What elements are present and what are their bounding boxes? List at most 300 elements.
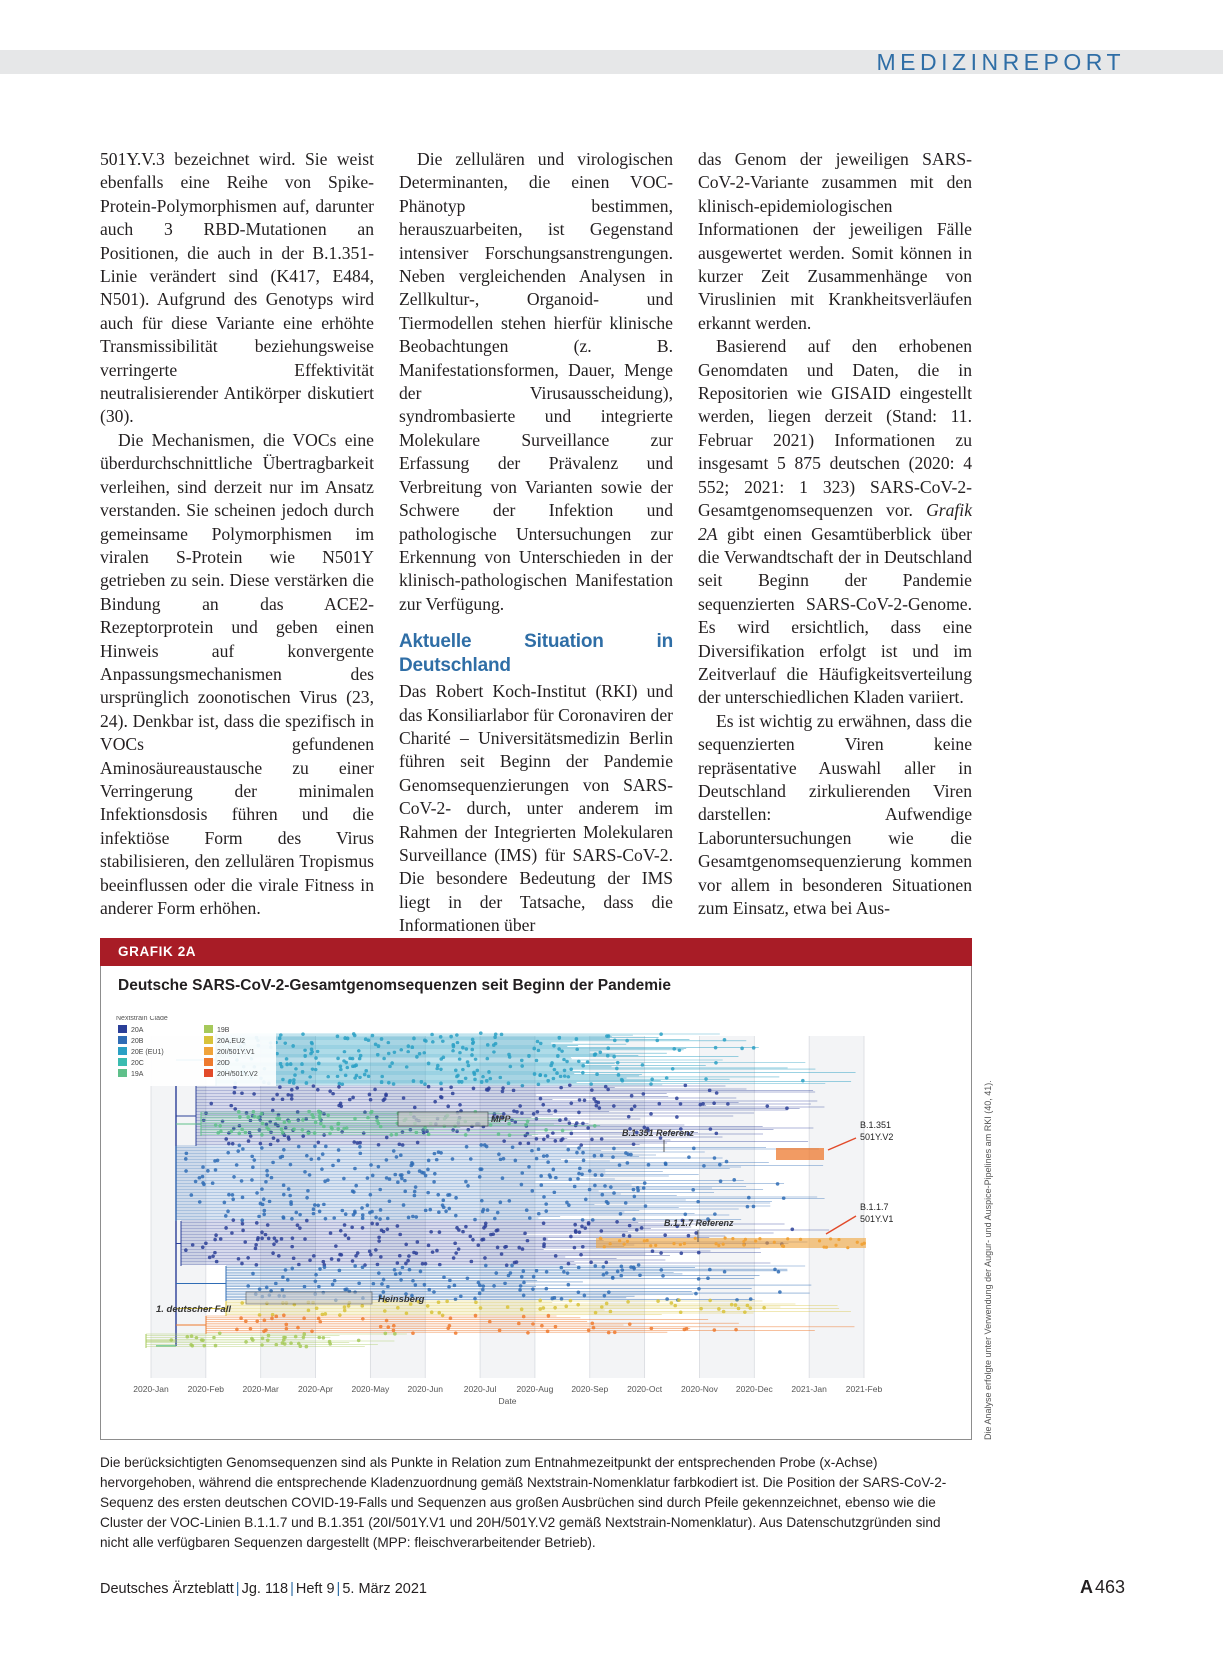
sequence-point (330, 1127, 334, 1131)
sequence-point (538, 1307, 542, 1311)
sequence-point (213, 1238, 217, 1242)
sequence-point (521, 1247, 525, 1251)
sequence-point (704, 1077, 708, 1081)
sequence-point (527, 1054, 531, 1058)
sequence-point (218, 1331, 222, 1335)
sequence-point (545, 1154, 549, 1158)
sequence-point (567, 1283, 571, 1287)
sequence-point (454, 1196, 458, 1200)
sequence-point (563, 1069, 567, 1073)
sequence-point (395, 1155, 399, 1159)
sequence-point (675, 1115, 679, 1119)
sequence-point (240, 1179, 244, 1183)
sequence-point (211, 1254, 215, 1258)
sequence-point (201, 1175, 205, 1179)
sequence-point (554, 1139, 558, 1143)
sequence-point (578, 1167, 582, 1171)
sequence-point (380, 1037, 384, 1041)
sequence-point (537, 1082, 541, 1086)
sequence-point (326, 1114, 330, 1118)
sequence-point (719, 1179, 723, 1183)
sequence-point (206, 1169, 210, 1173)
sequence-point (383, 1309, 387, 1313)
sequence-point (603, 1294, 607, 1298)
sequence-point (600, 1193, 604, 1197)
sequence-point (358, 1145, 362, 1149)
sequence-point (570, 1132, 574, 1136)
sequence-point (379, 1255, 383, 1259)
sequence-point (569, 1067, 573, 1071)
sequence-point (400, 1177, 404, 1181)
sequence-point (520, 1059, 524, 1063)
sequence-point (554, 1109, 558, 1113)
sequence-point (260, 1146, 264, 1150)
sequence-point (744, 1238, 747, 1241)
sequence-point (752, 1046, 756, 1050)
sequence-point (581, 1151, 585, 1155)
sequence-point (427, 1288, 431, 1292)
sequence-point (380, 1080, 384, 1084)
sequence-point (531, 1322, 535, 1326)
sequence-point (486, 1208, 490, 1212)
sequence-point (339, 1064, 343, 1068)
sequence-point (465, 1145, 469, 1149)
sequence-point (256, 1238, 260, 1242)
sequence-point (339, 1229, 343, 1233)
sequence-point (444, 1209, 448, 1213)
sequence-point (636, 1189, 640, 1193)
sequence-point (632, 1188, 636, 1192)
paragraph: das Genom der jeweiligen SARS-CoV-2-Variante zusammen mit den klinisch-epidemiologischen Informationen der jeweiligen Fälle ausgewertet werden. Somit können in kurzer Zeit Zusammenhänge von Viruslinien mit Krankheitsverläufen erkannt werden. (698, 149, 972, 333)
sequence-point (233, 1107, 237, 1111)
sequence-point (542, 1195, 546, 1199)
sequence-point (511, 1145, 515, 1149)
sequence-point (501, 1176, 505, 1180)
sequence-point (539, 1042, 543, 1046)
sequence-point (724, 1236, 727, 1239)
sequence-point (285, 1327, 289, 1331)
sequence-point (499, 1201, 503, 1205)
sequence-point (602, 1273, 606, 1277)
sequence-point (305, 1081, 309, 1085)
sequence-point (246, 1284, 250, 1288)
sequence-point (498, 1329, 502, 1333)
sequence-point (611, 1276, 615, 1280)
sequence-point (746, 1205, 750, 1209)
sequence-point (184, 1169, 188, 1173)
sequence-point (301, 1032, 305, 1036)
sequence-point (194, 1180, 198, 1184)
sequence-point (226, 1151, 230, 1155)
sequence-point (352, 1140, 356, 1144)
text-column-1 (100, 148, 374, 920)
sequence-point (635, 1228, 639, 1232)
sequence-point (221, 1120, 225, 1124)
legend-label: 20C (131, 1060, 144, 1067)
sequence-point (574, 1230, 578, 1234)
journal-name: Deutsches Ärzteblatt (100, 1581, 234, 1597)
x-tick-label: 2020-Jul (463, 1384, 497, 1394)
sequence-point (265, 1174, 269, 1178)
sequence-point (687, 1234, 691, 1238)
sequence-point (401, 1143, 405, 1147)
sequence-point (376, 1263, 380, 1267)
sequence-point (430, 1033, 434, 1037)
sequence-point (637, 1263, 641, 1267)
sequence-point (369, 1193, 373, 1197)
sequence-point (431, 1250, 435, 1254)
sequence-point (380, 1075, 384, 1079)
sequence-point (357, 1281, 361, 1285)
sequence-point (379, 1325, 383, 1329)
sequence-point (694, 1231, 698, 1235)
sequence-point (663, 1233, 667, 1237)
sequence-point (454, 1297, 458, 1301)
sequence-point (301, 1118, 305, 1122)
sequence-point (244, 1319, 248, 1323)
sequence-point (544, 1202, 548, 1206)
sequence-point (344, 1233, 348, 1237)
sequence-point (717, 1307, 721, 1311)
sequence-point (424, 1209, 428, 1213)
sequence-point (526, 1120, 530, 1124)
sequence-point (778, 1290, 782, 1294)
sequence-point (464, 1180, 468, 1184)
sequence-point (314, 1056, 318, 1060)
sequence-point (542, 1138, 546, 1142)
sequence-point (336, 1122, 340, 1126)
legend-swatch (204, 1036, 213, 1044)
sequence-point (323, 1265, 327, 1269)
sequence-point (776, 1182, 780, 1186)
sequence-point (520, 1275, 524, 1279)
sequence-point (377, 1239, 381, 1243)
sequence-point (247, 1139, 251, 1143)
figure-caption: Die berücksichtigten Genomsequenzen sind als Punkte in Relation zum Entnahmezeitpunkt der entsprechenden Probe (x-Achse) hervorgehoben, während die entsprechende Kladenzuordnung gemäß Nextstrain-Nomenklatur farbkodiert ist. Die Position der SARS-CoV-2-Sequenz des ersten deutschen COVID-19-Falls und Sequenzen aus großen Ausbrüchen sind durch Pfeile gekennzeichnet, ebenso wie die Cluster der VOC-Linien B.1.1.7 und B.1.351 (20I/501Y.V1 und 20H/501Y.V2 gemäß Nextstrain-Nomenklatur). Aus Datenschutzgründen sind nicht alle verfügbaren Sequenzen dargestellt (MPP: fleischverarbeitender Betrieb). (100, 1455, 947, 1550)
sequence-point (298, 1344, 302, 1348)
sequence-point (594, 1173, 598, 1177)
sequence-point (537, 1049, 541, 1053)
sequence-point (539, 1097, 543, 1101)
sequence-point (454, 1251, 458, 1255)
sequence-point (416, 1141, 420, 1145)
sequence-point (513, 1261, 517, 1265)
sequence-point (567, 1262, 571, 1266)
sequence-point (473, 1297, 477, 1301)
separator: | (290, 1581, 294, 1597)
sequence-point (265, 1169, 269, 1173)
sequence-point (213, 1159, 217, 1163)
sequence-point (472, 1087, 476, 1091)
sequence-point (568, 1083, 572, 1087)
sequence-point (624, 1201, 628, 1205)
sequence-point (604, 1261, 608, 1265)
sequence-point (734, 1328, 738, 1332)
sequence-point (749, 1297, 753, 1301)
sequence-point (723, 1270, 727, 1274)
sequence-point (287, 1137, 291, 1141)
x-axis-label: Date (498, 1396, 517, 1406)
sequence-point (661, 1274, 665, 1278)
sequence-point (322, 1203, 326, 1207)
sequence-point (316, 1204, 320, 1208)
sequence-point (538, 1299, 542, 1303)
sequence-point (742, 1243, 745, 1246)
sequence-point (583, 1294, 587, 1298)
sequence-point (427, 1085, 431, 1089)
sequence-point (427, 1133, 431, 1137)
sequence-point (212, 1336, 216, 1340)
sequence-point (627, 1115, 631, 1119)
sequence-point (542, 1245, 546, 1249)
sequence-point (679, 1310, 683, 1314)
sequence-point (314, 1280, 318, 1284)
sequence-point (743, 1310, 747, 1314)
sequence-point (479, 1143, 483, 1147)
sequence-point (566, 1148, 570, 1152)
sequence-point (387, 1052, 391, 1056)
sequence-point (253, 1115, 257, 1119)
separator: | (235, 1581, 240, 1597)
sequence-point (377, 1121, 381, 1125)
sequence-point (502, 1157, 506, 1161)
sequence-point (825, 1246, 828, 1249)
sequence-point (260, 1231, 264, 1235)
sequence-point (568, 1121, 572, 1125)
sequence-point (393, 1050, 397, 1054)
sequence-point (404, 1243, 408, 1247)
sequence-point (433, 1100, 437, 1104)
sequence-point (278, 1117, 282, 1121)
sequence-point (374, 1248, 378, 1252)
sequence-point (512, 1109, 516, 1113)
sequence-point (218, 1124, 222, 1128)
sequence-point (478, 1175, 482, 1179)
sequence-point (371, 1174, 375, 1178)
sequence-point (552, 1044, 556, 1048)
sequence-point (581, 1071, 585, 1075)
annotation-first-case: 1. deutscher Fall (156, 1304, 231, 1315)
legend-label: 20I/501Y.V1 (217, 1049, 255, 1056)
sequence-point (546, 1330, 550, 1334)
legend-swatch (204, 1069, 213, 1077)
sequence-point (527, 1165, 531, 1169)
sequence-point (223, 1201, 227, 1205)
sequence-point (321, 1313, 325, 1317)
sequence-point (209, 1102, 213, 1106)
sequence-point (257, 1215, 261, 1219)
sequence-point (264, 1328, 268, 1332)
sequence-point (557, 1047, 561, 1051)
sequence-point (577, 1060, 581, 1064)
sequence-point (246, 1115, 250, 1119)
issue-date: 5. März 2021 (342, 1581, 427, 1597)
sequence-point (250, 1155, 254, 1159)
sequence-point (191, 1243, 195, 1247)
sequence-point (424, 1262, 428, 1266)
sequence-point (449, 1035, 453, 1039)
sequence-point (451, 1128, 455, 1132)
sequence-point (384, 1332, 388, 1336)
sequence-point (307, 1131, 311, 1135)
sequence-point (385, 1319, 389, 1323)
sequence-point (593, 1154, 597, 1158)
sequence-point (268, 1200, 272, 1204)
sequence-point (286, 1093, 290, 1097)
sequence-point (542, 1306, 546, 1310)
sequence-point (542, 1221, 546, 1225)
sequence-point (500, 1033, 504, 1037)
sequence-point (801, 1079, 805, 1083)
sequence-point (272, 1136, 276, 1140)
sequence-point (414, 1215, 418, 1219)
sequence-point (565, 1060, 569, 1064)
sequence-point (497, 1152, 501, 1156)
sequence-point (501, 1090, 505, 1094)
sequence-point (553, 1190, 557, 1194)
sequence-point (232, 1175, 236, 1179)
sequence-point (687, 1155, 691, 1159)
sequence-point (366, 1176, 370, 1180)
sequence-point (249, 1134, 253, 1138)
sequence-point (324, 1217, 328, 1221)
sequence-point (578, 1230, 582, 1234)
sequence-point (765, 1104, 769, 1108)
sequence-point (449, 1085, 453, 1089)
sequence-point (287, 1120, 291, 1124)
sequence-point (280, 1127, 284, 1131)
sequence-point (432, 1180, 436, 1184)
sequence-point (224, 1214, 228, 1218)
sequence-point (697, 1287, 701, 1291)
sequence-point (691, 1188, 695, 1192)
sequence-point (338, 1269, 342, 1273)
sequence-point (369, 1253, 373, 1257)
sequence-point (583, 1098, 587, 1102)
sequence-point (684, 1212, 688, 1216)
sequence-point (275, 1239, 279, 1243)
sequence-point (269, 1143, 273, 1147)
sequence-point (581, 1122, 585, 1126)
sequence-point (436, 1193, 440, 1197)
annotation-501yv1: 501Y.V1 (860, 1214, 894, 1224)
sequence-point (522, 1294, 526, 1298)
legend-label: 20D (217, 1060, 230, 1067)
sequence-point (214, 1123, 218, 1127)
sequence-point (322, 1336, 326, 1340)
sequence-point (546, 1079, 550, 1083)
sequence-point (457, 1080, 461, 1084)
sequence-point (587, 1222, 591, 1226)
sequence-point (713, 1212, 717, 1216)
sequence-point (649, 1082, 653, 1086)
sequence-point (296, 1326, 300, 1330)
sequence-point (336, 1057, 340, 1061)
sequence-point (351, 1259, 355, 1263)
sequence-point (626, 1300, 630, 1304)
sequence-point (407, 1254, 411, 1258)
sequence-point (328, 1089, 332, 1093)
sequence-point (292, 1127, 296, 1131)
sequence-point (501, 1086, 505, 1090)
sequence-point (544, 1209, 548, 1213)
sequence-point (317, 1141, 321, 1145)
sequence-point (305, 1219, 309, 1223)
sequence-point (280, 1237, 284, 1241)
sequence-point (427, 1159, 431, 1163)
sequence-point (251, 1272, 255, 1276)
sequence-point (344, 1073, 348, 1077)
sequence-point (607, 1290, 611, 1294)
sequence-point (613, 1039, 617, 1043)
sequence-point (328, 1132, 332, 1136)
sequence-point (697, 1277, 701, 1281)
sequence-point (261, 1121, 265, 1125)
sequence-point (265, 1286, 269, 1290)
sequence-point (344, 1212, 348, 1216)
sequence-point (244, 1340, 248, 1344)
sequence-point (292, 1081, 296, 1085)
sequence-point (685, 1327, 689, 1331)
sequence-point (660, 1268, 664, 1272)
sequence-point (492, 1284, 496, 1288)
sequence-point (321, 1152, 325, 1156)
sequence-point (458, 1103, 462, 1107)
sequence-point (536, 1040, 540, 1044)
sequence-point (590, 1088, 594, 1092)
sequence-point (573, 1246, 577, 1250)
annotation-heinsberg: Heinsberg (378, 1294, 425, 1305)
sequence-point (679, 1243, 682, 1246)
sequence-point (474, 1314, 478, 1318)
sequence-point (336, 1074, 340, 1078)
sequence-point (392, 1149, 396, 1153)
sequence-point (584, 1198, 588, 1202)
sequence-point (524, 1123, 528, 1127)
sequence-point (626, 1240, 629, 1243)
figure-title: Deutsche SARS-CoV-2-Gesamtgenomsequenzen seit Beginn der Pandemie (118, 977, 671, 994)
x-tick-label: 2020-Jan (133, 1384, 169, 1394)
x-tick-label: 2020-Oct (627, 1384, 663, 1394)
sequence-point (507, 1199, 511, 1203)
sequence-point (272, 1242, 276, 1246)
legend-swatch (118, 1069, 127, 1077)
sequence-point (418, 1052, 422, 1056)
sequence-point (281, 1097, 285, 1101)
sequence-point (600, 1173, 604, 1177)
sequence-point (464, 1225, 468, 1229)
sequence-point (250, 1178, 254, 1182)
sequence-point (633, 1195, 637, 1199)
sequence-point (241, 1222, 245, 1226)
sequence-point (330, 1257, 334, 1261)
x-tick-label: 2020-Sep (571, 1384, 609, 1394)
sequence-point (498, 1076, 502, 1080)
sequence-point (238, 1115, 242, 1119)
sequence-point (186, 1335, 190, 1339)
sequence-point (618, 1239, 621, 1242)
sequence-point (275, 1093, 279, 1097)
legend-label: 19A (131, 1071, 144, 1078)
sequence-point (740, 1047, 744, 1051)
x-tick-label: 2020-Aug (516, 1384, 554, 1394)
x-tick-label: 2020-Nov (681, 1384, 718, 1394)
sequence-point (246, 1256, 250, 1260)
section-label: MEDIZINREPORT (876, 49, 1125, 75)
sequence-point (715, 1242, 718, 1245)
sequence-point (479, 1031, 483, 1035)
sequence-point (245, 1111, 249, 1115)
